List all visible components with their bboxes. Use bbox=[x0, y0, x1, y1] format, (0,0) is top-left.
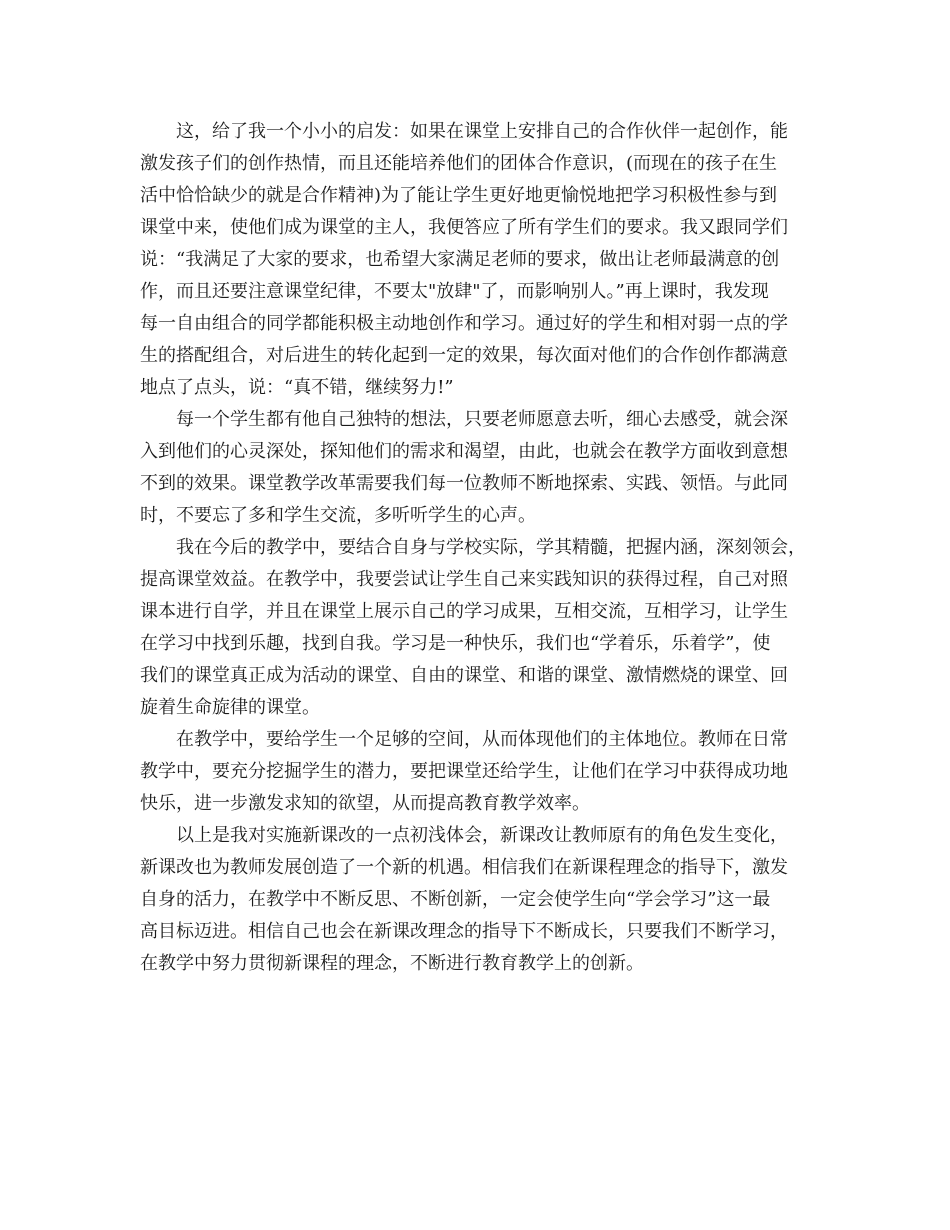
text-line: 新课改也为教师发展创造了一个新的机遇。相信我们在新课程理念的指导下，激发 bbox=[140, 857, 788, 878]
paragraph-2 bbox=[140, 404, 810, 532]
text-line: 快乐，进一步激发求知的欲望，从而提高教育教学效率。 bbox=[140, 793, 590, 814]
text-line: 我在今后的教学中，要结合自身与学校实际，学其精髓，把握内涵，深刻领会， bbox=[140, 537, 806, 558]
text-line: 旋着生命旋律的课堂。 bbox=[140, 697, 320, 718]
text-line: 不到的效果。课堂教学改革需要我们每一位教师不断地探索、实践、领悟。与此同 bbox=[140, 473, 788, 494]
text-line: 我们的课堂真正成为活动的课堂、自由的课堂、和谐的课堂、激情燃烧的课堂、回 bbox=[140, 665, 788, 686]
text-line: 入到他们的心灵深处，探知他们的需求和渴望，由此，也就会在教学方面收到意想 bbox=[140, 441, 788, 462]
text-line: 在学习中找到乐趣，找到自我。学习是一种快乐，我们也“学着乐，乐着学”，使 bbox=[140, 633, 771, 654]
text-line: 作，而且还要注意课堂纪律，不要太"放肆"了，而影响别人。”再上课时，我发现 bbox=[140, 281, 769, 302]
text-line: 提高课堂效益。在教学中，我要尝试让学生自己来实践知识的获得过程，自己对照 bbox=[140, 569, 788, 590]
text-line: 自身的活力，在教学中不断反思、不断创新，一定会使学生向“学会学习”这一最 bbox=[140, 889, 771, 910]
text-line: 活中恰恰缺少的就是合作精神)为了能让学生更好地更愉悦地把学习积极性参与到 bbox=[140, 185, 778, 206]
text-line: 课本进行自学，并且在课堂上展示自己的学习成果，互相交流，互相学习，让学生 bbox=[140, 601, 788, 622]
text-line: 在教学中努力贯彻新课程的理念，不断进行教育教学上的创新。 bbox=[140, 953, 644, 974]
text-line: 每一自由组合的同学都能积极主动地创作和学习。通过好的学生和相对弱一点的学 bbox=[140, 313, 788, 334]
text-line: 教学中，要充分挖掘学生的潜力，要把课堂还给学生，让他们在学习中获得成功地 bbox=[140, 761, 788, 782]
paragraph-5 bbox=[140, 820, 810, 980]
text-line: 激发孩子们的创作热情，而且还能培养他们的团体合作意识，(而现在的孩子在生 bbox=[140, 153, 778, 174]
text-line: 课堂中来，使他们成为课堂的主人，我便答应了所有学生们的要求。我又跟同学们 bbox=[140, 217, 788, 238]
text-line: 以上是我对实施新课改的一点初浅体会，新课改让教师原有的角色发生变化， bbox=[140, 825, 788, 846]
text-line: 在教学中，要给学生一个足够的空间，从而体现他们的主体地位。教师在日常 bbox=[140, 729, 788, 750]
text-line: 高目标迈进。相信自己也会在新课改理念的指导下不断成长，只要我们不断学习， bbox=[140, 921, 788, 942]
text-line: 时，不要忘了多和学生交流，多听听学生的心声。 bbox=[140, 505, 536, 526]
text-line: 地点了点头，说：“真不错，继续努力!” bbox=[140, 377, 454, 398]
text-line: 说：“我满足了大家的要求，也希望大家满足老师的要求，做出让老师最满意的创 bbox=[140, 249, 780, 270]
text-line: 每一个学生都有他自己独特的想法，只要老师愿意去听，细心去感受，就会深 bbox=[140, 409, 788, 430]
paragraph-3 bbox=[140, 532, 810, 724]
text-line: 生的搭配组合，对后进生的转化起到一定的效果，每次面对他们的合作创作都满意 bbox=[140, 345, 788, 366]
text-line: 这，给了我一个小小的启发：如果在课堂上安排自己的合作伙伴一起创作，能 bbox=[140, 121, 788, 142]
paragraph-4 bbox=[140, 724, 810, 820]
paragraph-1 bbox=[140, 116, 810, 404]
body-text bbox=[140, 116, 810, 980]
